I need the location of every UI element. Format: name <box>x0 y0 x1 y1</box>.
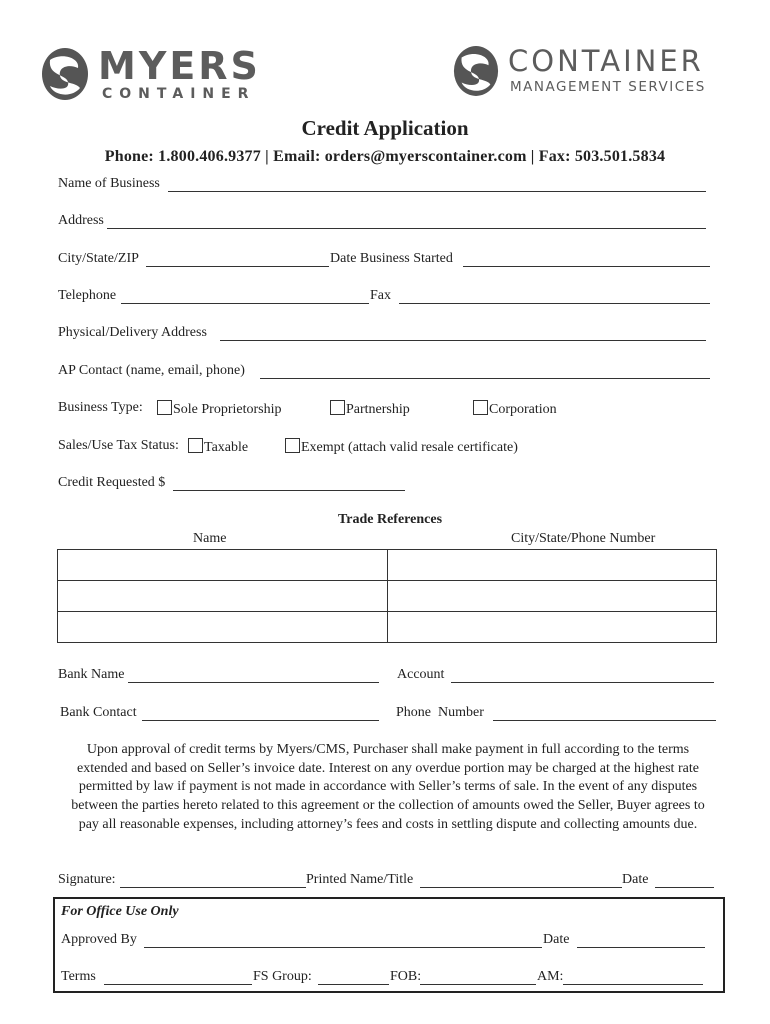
business-name-field[interactable] <box>168 191 706 192</box>
city-state-zip-field[interactable] <box>146 266 329 267</box>
cms-logo-line2: MANAGEMENT SERVICES <box>510 79 706 95</box>
trade-references-heading: Trade References <box>337 512 443 527</box>
address-label: Address <box>58 213 104 228</box>
printed-name-field[interactable] <box>420 887 622 888</box>
phone-number-field[interactable] <box>493 720 716 721</box>
trade-ref-name-header: Name <box>193 531 227 546</box>
trade-ref-name-cell[interactable] <box>58 612 388 643</box>
sole-proprietorship-checkbox[interactable] <box>157 400 172 415</box>
am-label: AM: <box>537 969 564 984</box>
telephone-field[interactable] <box>121 303 369 304</box>
trade-references-table <box>57 549 717 643</box>
terms-paragraph: Upon approval of credit terms by Myers/CMS, Purchaser shall make payment in full according to the terms extended and based on Seller’s invoice date. Interest on any overdue portion may be charged at the highest rate permitted by law if payment is not made in accordance with Seller’s terms of sale. In the event of any disputes between the parties hereto related to this agreement or the collection of amounts owed the Seller, Buyer agrees to pay all reasonable expenses, including attorney’s fees and costs in settling dispute and collecting amounts due. <box>71 742 705 832</box>
trade-ref-city-cell[interactable] <box>388 550 717 581</box>
signature-label: Signature: <box>58 872 116 887</box>
cms-logo <box>452 44 747 100</box>
cms-swirl-logo-icon <box>452 44 500 98</box>
account-field[interactable] <box>451 682 714 683</box>
cms-logo-line1: CONTAINER <box>508 44 704 78</box>
myers-logo-line2: CONTAINER <box>102 86 256 102</box>
date-started-field[interactable] <box>463 266 710 267</box>
trade-ref-city-cell[interactable] <box>388 581 717 612</box>
fs-group-field[interactable] <box>318 984 389 985</box>
page-title: Credit Application <box>301 116 469 140</box>
taxable-option[interactable] <box>188 438 248 456</box>
fax-label: Fax <box>370 288 391 303</box>
partnership-label: Partnership <box>346 402 410 417</box>
trade-ref-city-header: City/State/Phone Number <box>511 531 656 546</box>
address-field[interactable] <box>107 228 706 229</box>
exempt-option[interactable] <box>285 438 518 456</box>
fax-field[interactable] <box>399 303 710 304</box>
business-name-label: Name of Business <box>58 176 160 191</box>
ap-contact-label: AP Contact (name, email, phone) <box>58 363 245 378</box>
exempt-checkbox[interactable] <box>285 438 300 453</box>
bank-name-label: Bank Name <box>58 667 125 682</box>
ap-contact-field[interactable] <box>260 378 710 379</box>
signature-date-label: Date <box>622 872 649 887</box>
approved-by-label: Approved By <box>61 932 137 947</box>
terms-field[interactable] <box>104 984 252 985</box>
taxable-label: Taxable <box>204 440 249 455</box>
physical-address-label: Physical/Delivery Address <box>58 325 207 340</box>
fob-field[interactable] <box>420 984 536 985</box>
approved-by-field[interactable] <box>144 947 542 948</box>
signature-field[interactable] <box>120 887 306 888</box>
fs-group-label: FS Group: <box>253 969 312 984</box>
table-row <box>58 581 717 612</box>
phone-number-label: Phone Number <box>396 705 484 720</box>
signature-date-field[interactable] <box>655 887 714 888</box>
credit-requested-field[interactable] <box>173 490 405 491</box>
telephone-label: Telephone <box>58 288 117 303</box>
terms-label: Terms <box>61 969 96 984</box>
account-label: Account <box>397 667 445 682</box>
am-field[interactable] <box>563 984 703 985</box>
contact-line: Phone: 1.800.406.9377 | Email: orders@myerscontainer.com | Fax: 503.501.5834 <box>104 148 666 165</box>
bank-contact-field[interactable] <box>142 720 379 721</box>
physical-address-field[interactable] <box>220 340 706 341</box>
city-state-zip-label: City/State/ZIP <box>58 251 139 266</box>
date-started-label: Date Business Started <box>330 251 453 266</box>
bank-name-field[interactable] <box>128 682 379 683</box>
office-date-label: Date <box>543 932 570 947</box>
bank-contact-label: Bank Contact <box>60 705 137 720</box>
corporation-checkbox[interactable] <box>473 400 488 415</box>
business-type-label: Business Type: <box>58 400 143 415</box>
corporation-label: Corporation <box>489 402 557 417</box>
myers-swirl-logo-icon <box>40 46 90 102</box>
myers-logo <box>40 46 260 104</box>
office-use-heading: For Office Use Only <box>61 904 179 919</box>
myers-logo-line1: MYERS <box>98 44 261 88</box>
table-row <box>58 612 717 643</box>
table-row <box>58 550 717 581</box>
partnership-checkbox[interactable] <box>330 400 345 415</box>
credit-requested-label: Credit Requested $ <box>58 475 166 490</box>
corporation-option[interactable] <box>473 400 557 418</box>
trade-ref-city-cell[interactable] <box>388 612 717 643</box>
sole-proprietorship-label: Sole Proprietorship <box>173 402 282 417</box>
tax-status-label: Sales/Use Tax Status: <box>58 438 179 453</box>
fob-label: FOB: <box>390 969 422 984</box>
office-date-field[interactable] <box>577 947 705 948</box>
printed-name-label: Printed Name/Title <box>306 872 414 887</box>
sole-proprietorship-option[interactable] <box>157 400 282 418</box>
trade-ref-name-cell[interactable] <box>58 550 388 581</box>
partnership-option[interactable] <box>330 400 410 418</box>
exempt-label: Exempt (attach valid resale certificate) <box>301 440 518 455</box>
taxable-checkbox[interactable] <box>188 438 203 453</box>
trade-ref-name-cell[interactable] <box>58 581 388 612</box>
